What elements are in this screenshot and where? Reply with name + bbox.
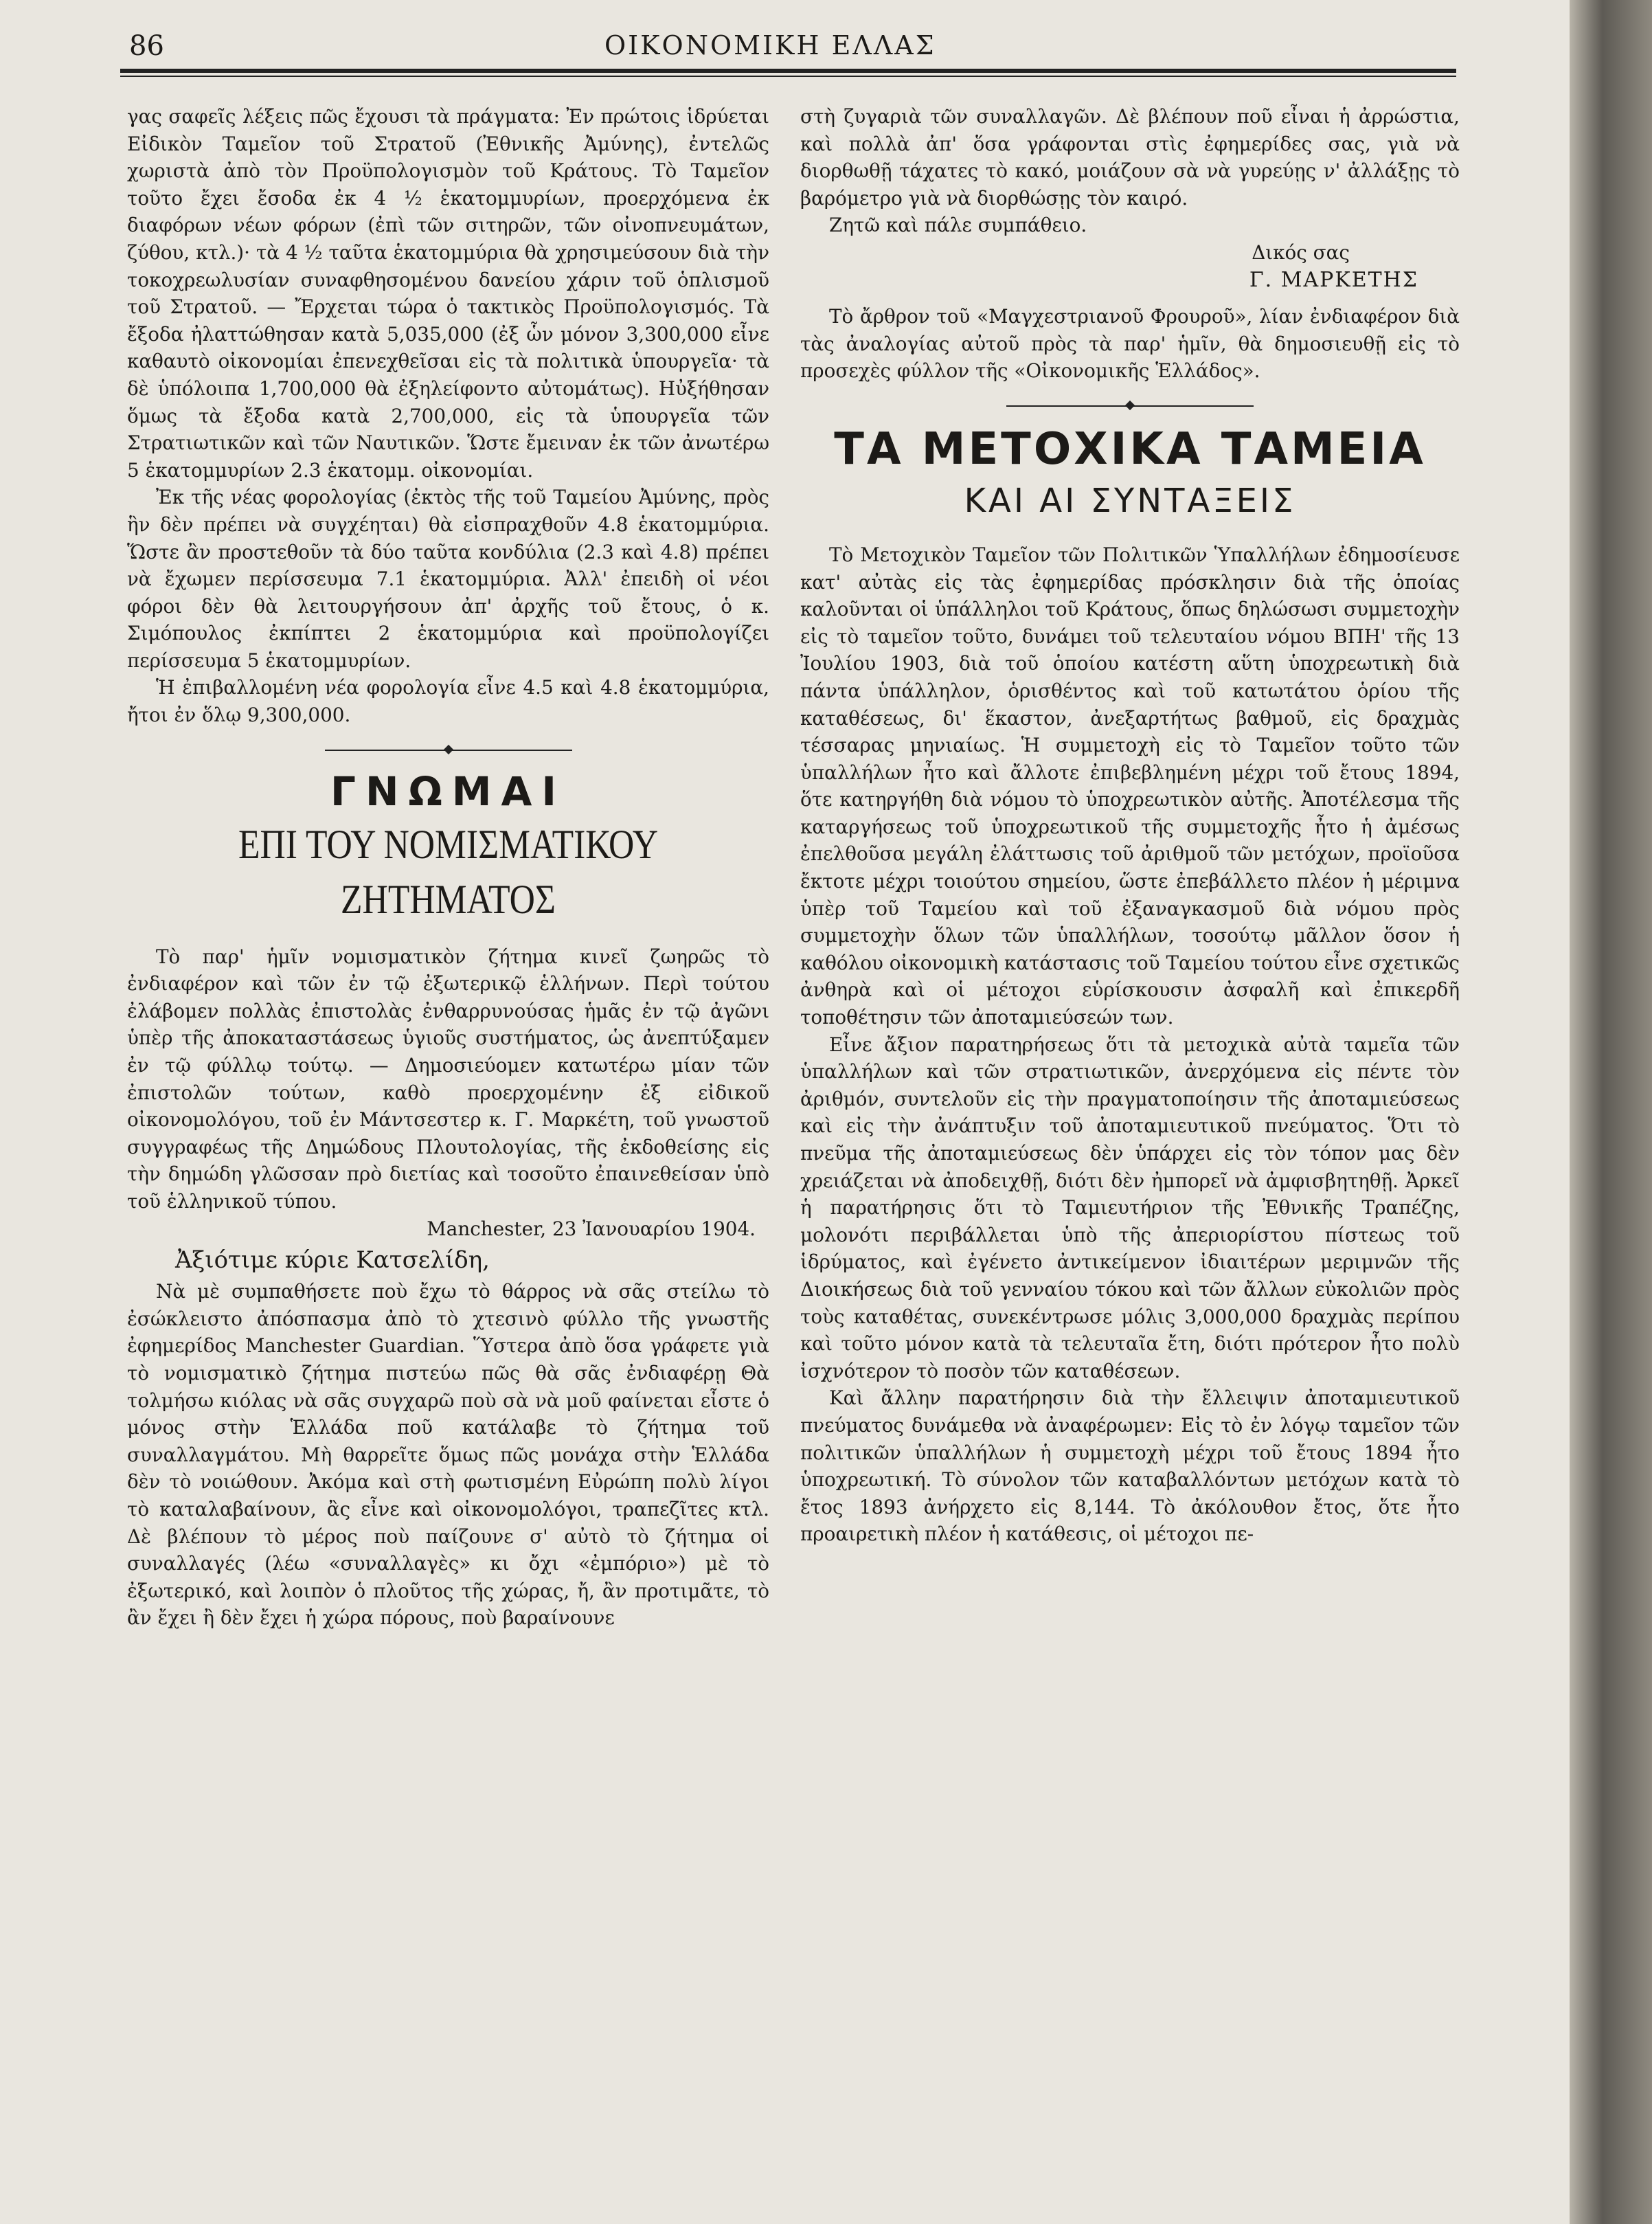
signature-line-2: Γ. ΜΑΡΚΕΤΗΣ [1249,267,1418,292]
intro-paragraph-1: γας σαφεῖς λέξεις πῶς ἔχουσι τὰ πράγματα: Ἐν πρώτοις ἱδρύεται Εἰδικὸν Ταμεῖον τοῦ Στρατοῦ (Ἐθνικῆς Ἀμύνης), ἐντελῶς χωριστὰ ἀπὸ τὸν Προϋπολογισμὸν τοῦ Κράτους. Τὸ Ταμεῖον τοῦτο ἔχει ἔσοδα ἐκ 4 ½ ἑκατομμυρίων, προερχόμενα ἐκ διαφόρων νέων φόρων (ἐπὶ τῶν σιτηρῶν, τῶν οἰνοπνευμάτων, ζύθου, κτλ.)· τὰ 4 ½ ταῦτα ἑκατομμύρια θὰ χρησιμεύσουν διὰ τὴν τοκοχρεωλυσίαν συναφθησομένου δανείου χάριν τοῦ ὁπλισμοῦ τοῦ Στρατοῦ. — Ἔρχεται τώρα ὁ τακτικὸς Προϋπολογισμός. Τὰ ἔξοδα ἠλαττώθησαν κατὰ 5,035,000 (ἐξ ὧν μόνον 3,300,000 εἶνε καθαυτὸ οἰκονομίαι ἐπενεχθεῖσαι εἰς τὰ πολιτικὰ ὑπουργεῖα· τὰ δὲ ὑπόλοιπα 1,700,000 θὰ ἐξηλείφοντο αὐτομάτως). Ηὐξήθησαν ὅμως τὰ ἔξοδα κατὰ 2,700,000, εἰς τὰ ὑπουργεῖα τῶν Στρατιωτικῶν καὶ τῶν Ναυτικῶν. Ὥστε ἔμειναν ἐκ τῶν ἀνωτέρω 5 ἑκατομμυρίων 2.3 ἑκατομμ. οἰκονομίαι. [127,105,769,482]
letter-body: Νὰ μὲ συμπαθήσετε ποὺ ἔχω τὸ θάρρος νὰ σᾶς στείλω τὸ ἐσώκλειστο ἀπόσπασμα ἀπὸ τὸ χτεσινὸ φύλλο τῆς γνωστῆς ἐφημερίδος Manchester Guardian. Ὕστερα ἀπὸ ὅσα γράφετε γιὰ τὸ νομισματικὸ ζήτημα πιστεύω πῶς θὰ σᾶς ἐνδιαφέρῃ Θὰ τολμήσω κιόλας νὰ σᾶς συγχαρῶ ποὺ σὰ νὰ μοῦ φαίνεται εἶστε ὁ μόνος στὴν Ἑλλάδα ποῦ κατάλαβε τὸ ζήτημα τοῦ συναλλαγμάτου. Μὴ θαρρεῖτε ὅμως πῶς μονάχα στὴν Ἑλλάδα δὲν τὸ νοιώθουν. Ἀκόμα καὶ στὴ φωτισμένη Εὐρώπη πολὺ λίγοι τὸ καταλαβαίνουν, ἂς εἶνε καὶ οἰκονομολόγοι, τραπεζῖτες κτλ. Δὲ βλέπουν τὸ μέρος ποὺ παίζουνε σ' αὐτὸ τὸ ζήτημα οἱ συναλλαγές (λέω «συναλλαγὲς» κι ὄχι «ἐμπόριο») μὲ τὸ ἐξωτερικό, καὶ λοιπὸν ὁ πλοῦτος τῆς χώρας, ἤ, ἂν προτιμᾶτε, τὸ ἂν ἔχει ἢ δὲν ἔχει ἡ χώρα πόρους, ποὺ βαραίνουνε [127,1280,769,1630]
left-column [127,103,769,1632]
binding-edge [1570,0,1652,2224]
article-heading-gnomai: ΓΝΩΜΑΙ [330,767,566,815]
article-paragraph-1: Τὸ Μετοχικὸν Ταμεῖον τῶν Πολιτικῶν Ὑπαλλήλων ἐδημοσίευσε κατ' αὐτὰς εἰς τὰς ἐφημερίδας πρόσκλησιν διὰ τῆς ὁποίας καλοῦνται οἱ ὑπάλληλοι τοῦ Κράτους, ὅπως δηλώσωσι συμμετοχὴν εἰς τὸ ταμεῖον τοῦτο, δυνάμει τοῦ τελευταίου νόμου ΒΠΗ' τῆς 13 Ἰουλίου 1903, διὰ τοῦ ὁποίου κατέστη αὕτη ὑποχρεωτικὴ διὰ πάντα ὑπάλληλον, ὁρισθέντος καὶ τοῦ κατωτάτου ὁρίου τῆς καταθέσεως, δι' ἕκαστον, ἀνεξαρτήτως βαθμοῦ, εἰς δραχμὰς τέσσαρας μηνιαίως. Ἡ συμμετοχὴ εἰς τὸ Ταμεῖον τοῦτο τῶν ὑπαλλήλων ἦτο καὶ ἄλλοτε ἐπιβεβλημένη μέχρι τοῦ ἔτους 1894, ὅτε κατηργήθη διὰ νόμου τὸ ὑποχρεωτικὸν αὐτῆς. Ἀποτέλεσμα τῆς καταργήσεως τοῦ ὑποχρεωτικοῦ τῆς συμμετοχῆς ἦτο ἡ ἀμέσως ἐπελθοῦσα μεγάλη ἐλάττωσις τοῦ ἀριθμοῦ τῶν μετόχων, προϊοῦσα ἔκτοτε μέχρι τοιούτου σημείου, ὥστε ἐπεβάλλετο πλέον ἡ μέριμνα ὑπὲρ τοῦ Ταμείου καὶ τοῦ ἐξαναγκασμοῦ διὰ νόμου πρὸς συμμετοχὴν ὅλων τῶν ὑπαλλήλων, τοσούτῳ μᾶλλον ὅσον ἡ καθόλου οἰκονομικὴ κατάστασις τοῦ Ταμείου τούτου εἶνε σχετικῶς ἀνθηρὰ καὶ οἱ μέτοχοι εὑρίσκουσιν ἀσφαλῆ καὶ ἐπικερδῆ τοποθέτησιν τῶν ἀποταμιεύσεών των. [800,543,1460,1029]
intro-paragraph-2: Ἐκ τῆς νέας φορολογίας (ἐκτὸς τῆς τοῦ Ταμείου Ἀμύνης, πρὸς ἣν δὲν πρέπει νὰ συγχέηται) θὰ εἰσπραχθοῦν 4.8 ἑκατομμύρια. Ὥστε ἂν προστεθοῦν τὰ δύο ταῦτα κονδύλια (2.3 καὶ 4.8) πρέπει νὰ ἔχωμεν περίσσευμα 7.1 ἑκατομμύρια. Ἀλλ' ἐπειδὴ οἱ νέοι φόροι δὲν θὰ λειτουργήσουν ἀπ' ἀρχῆς τοῦ ἔτους, ὁ κ. Σιμόπουλος ἐκπίπτει 2 ἑκατομμύρια καὶ προϋπολογίζει περίσσευμα 5 ἑκατομμυρίων. [127,486,769,672]
section-separator [325,750,572,751]
header-rule [120,69,1456,73]
letter-closing-line: Ζητῶ καὶ πάλε συμπάθειο. [829,214,1087,237]
page-number: 86 [129,30,164,62]
section-separator-right [1006,405,1254,407]
letter-dateline: Manchester, 23 Ἰανουαρίου 1904. [427,1217,756,1240]
signature-line-1: Δικός σας [1252,240,1350,264]
running-title: ΟΙΚΟΝΟΜΙΚΗ ΕΛΛΑΣ [604,30,936,60]
right-column [800,103,1460,1548]
intro-paragraph-3: Ἡ ἐπιβαλλομένη νέα φορολογία εἶνε 4.5 καὶ 4.8 ἑκατομμύρια, ἤτοι ἐν ὅλῳ 9,300,000. [127,676,769,727]
article-heading-metochika: ΤΑ ΜΕΤΟΧΙΚΑ ΤΑΜΕΙΑ [834,423,1426,475]
letter-continuation: στὴ ζυγαριὰ τῶν συναλλαγῶν. Δὲ βλέπουν ποῦ εἶναι ἡ ἀρρώστια, καὶ πολλὰ ἀπ' ὅσα γράφονται στὶς ἐφημερίδες σας, γιὰ νὰ διορθωθῇ τάχατες τὸ κακό, μοιάζουν σὰ νὰ γυρεύῃς ν' ἀλλάξῃς τὸ βαρόμετρο γιὰ νὰ διορθώσῃς τὸν καιρό. [800,105,1460,210]
letter-salutation: Ἀξιότιμε κύριε Κατσελίδη, [175,1246,490,1274]
article-subheading-syntaxeis: ΚΑΙ ΑΙ ΣΥΝΤΑΞΕΙΣ [964,481,1296,520]
article-subheading-nomismatikou: ΕΠΙ ΤΟΥ ΝΟΜΙΣΜΑΤΙΚΟΥ ΖΗΤΗΜΑΤΟΣ [238,821,658,922]
editor-note: Τὸ ἄρθρον τοῦ «Μαγχεστριανοῦ Φρουροῦ», λίαν ἐνδιαφέρον διὰ τὰς ἀναλογίας αὐτοῦ πρὸς τὰ παρ' ἡμῖν, θὰ δημοσιευθῇ εἰς τὸ προσεχὲς φύλλον τῆς «Οἰκονομικῆς Ἑλλάδος». [800,305,1460,383]
header-rule-thin [120,76,1456,77]
article-paragraph-2: Εἶνε ἄξιον παρατηρήσεως ὅτι τὰ μετοχικὰ αὐτὰ ταμεῖα τῶν ὑπαλλήλων καὶ τῶν στρατιωτικῶν, ἀνερχόμενα εἰς πέντε τὸν ἀριθμόν, συντελοῦν εἰς τὴν πραγματοποίησιν τῆς ἀποταμιεύσεως καὶ εἰς τὴν ἀνάπτυξιν τοῦ ἀποταμιευτικοῦ πνεύματος. Ὅτι τὸ πνεῦμα τῆς ἀποταμιεύσεως δὲν ὑπάρχει εἰς τὸν τόπον μας δὲν χρειάζεται νὰ ἀποδειχθῇ, διότι δὲν ἠμπορεῖ νὰ ἀμφισβητηθῇ. Ἀρκεῖ ἡ παρατήρησις ὅτι τὸ Ταμιευτήριον τῆς Ἐθνικῆς Τραπέζης, μολονότι περιβάλλεται ὑπὸ τῆς ἀπεριορίστου πίστεως τοῦ ἱδρύματος, καὶ ἐγένετο ἀντικείμενον ἰδιαιτέρων μεριμνῶν τῆς Διοικήσεως διὰ τοῦ γενναίου τόκου καὶ τῶν ἄλλων εὐκολιῶν πρὸς τοὺς καταθέτας, συνεκέντρωσε μόλις 3,000,000 δραχμὰς περίπου καὶ τοῦτο μόνον κατὰ τὰ τελευταῖα ἔτη, διότι πρότερον ἦτο πολὺ ἰσχνότερον τὸ ποσὸν τῶν καταθέσεων. [800,1033,1460,1382]
article-paragraph-3: Καὶ ἄλλην παρατήρησιν διὰ τὴν ἔλλειψιν ἀποταμιευτικοῦ πνεύματος δυνάμεθα νὰ ἀναφέρωμεν: Εἰς τὸ ἐν λόγῳ ταμεῖον τῶν πολιτικῶν ὑπαλλήλων ἡ συμμετοχὴ μέχρι τοῦ ἔτους 1894 ἦτο ὑποχρεωτική. Τὸ σύνολον τῶν καταβαλλόντων μετόχων κατὰ τὸ ἔτος 1893 ἀνήρχετο εἰς 8,144. Τὸ ἀκόλουθον ἔτος, ὅτε ἦτο προαιρετικὴ πλέον ἡ κατάθεσις, οἱ μέτοχοι πε- [800,1386,1460,1546]
article-intro: Τὸ παρ' ἡμῖν νομισματικὸν ζήτημα κινεῖ ζωηρῶς τὸ ἐνδιαφέρον καὶ τῶν ἐν τῷ ἐξωτερικῷ ἑλλήνων. Περὶ τούτου ἐλάβομεν πολλὰς ἐπιστολὰς ἐνθαρρυνούσας ἡμᾶς ἐν τῷ ἀγῶνι ὑπὲρ τῆς ἀποκαταστάσεως ὑγιοῦς συστήματος, ὡς ἀνεπτύξαμεν ἐν τῷ φύλλῳ τούτῳ. — Δημοσιεύομεν κατωτέρω μίαν τῶν ἐπιστολῶν τούτων, καθὸ προερχομένην ἐξ εἰδικοῦ οἰκονομολόγου, τοῦ ἐν Μάντσεστερ κ. Γ. Μαρκέτη, τοῦ γνωστοῦ συγγραφέως τῆς Δημώδους Πλουτολογίας, τῆς ἐκδοθείσης εἰς τὴν δημώδη γλῶσσαν πρὸ διετίας καὶ τοσοῦτο ἐπαινεθείσαν ὑπὸ τοῦ ἑλληνικοῦ τύπου. [127,945,769,1213]
